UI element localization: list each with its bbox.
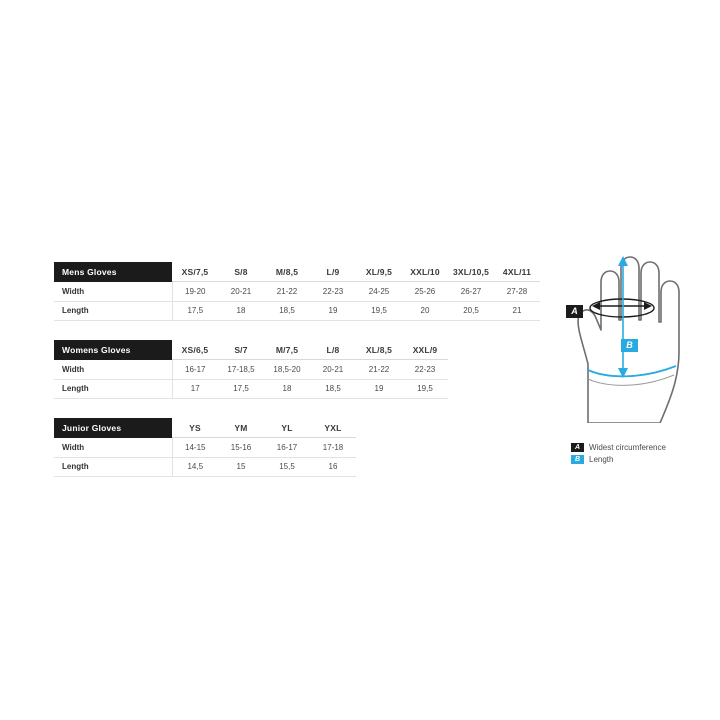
table-cell: 17-18,5 — [218, 360, 264, 380]
table-cell: 15-16 — [218, 438, 264, 458]
size-header-cell: XS/7,5 — [172, 262, 218, 282]
badge-a: A — [566, 305, 583, 318]
table-cell: 17,5 — [218, 379, 264, 399]
legend — [571, 443, 720, 467]
size-header-cell: YXL — [310, 418, 356, 438]
table-cell: 17 — [172, 379, 218, 399]
table-cell: 20,5 — [448, 301, 494, 321]
table-cell: 18,5 — [264, 301, 310, 321]
legend-key-a: A — [571, 443, 584, 452]
size-header-cell: YL — [264, 418, 310, 438]
row-label: Width — [54, 438, 172, 458]
table-cell: 16-17 — [264, 438, 310, 458]
legend-key-b: B — [571, 455, 584, 464]
table-cell: 18 — [218, 301, 264, 321]
legend-label-b: Length — [589, 455, 614, 464]
row-label: Length — [54, 379, 172, 399]
table-cell: 21 — [494, 301, 540, 321]
table-row — [54, 379, 540, 399]
row-label: Width — [54, 282, 172, 302]
table-cell: 22-23 — [402, 360, 448, 380]
spacer-cell — [448, 379, 540, 399]
size-header-cell: M/8,5 — [264, 262, 310, 282]
badge-b: B — [621, 339, 638, 352]
table-header-row — [54, 340, 540, 360]
size-header-cell: S/8 — [218, 262, 264, 282]
size-header-cell: XXL/10 — [402, 262, 448, 282]
row-label: Length — [54, 457, 172, 477]
table-cell: 22-23 — [310, 282, 356, 302]
size-header-cell: 4XL/11 — [494, 262, 540, 282]
table-cell: 14,5 — [172, 457, 218, 477]
row-label: Length — [54, 301, 172, 321]
size-header-cell: L/8 — [310, 340, 356, 360]
table-cell: 20-21 — [310, 360, 356, 380]
table-cell: 25-26 — [402, 282, 448, 302]
row-label: Width — [54, 360, 172, 380]
table-row — [54, 457, 540, 477]
table-cell: 19,5 — [402, 379, 448, 399]
table-category-label: Junior Gloves — [54, 418, 172, 438]
table-cell: 19 — [310, 301, 356, 321]
size-header-cell: XL/9,5 — [356, 262, 402, 282]
size-header-cell: YS — [172, 418, 218, 438]
table-row — [54, 301, 540, 321]
legend-item — [571, 455, 720, 464]
spacer-cell — [356, 438, 540, 458]
table-cell: 20 — [402, 301, 448, 321]
spacer-cell — [356, 418, 540, 438]
table-cell: 14-15 — [172, 438, 218, 458]
table-cell: 15 — [218, 457, 264, 477]
size-header-cell: M/7,5 — [264, 340, 310, 360]
table-cell: 21-22 — [356, 360, 402, 380]
table-category-label: Mens Gloves — [54, 262, 172, 282]
table-cell: 26-27 — [448, 282, 494, 302]
spacer-cell — [448, 360, 540, 380]
glove-outline-icon — [548, 248, 708, 423]
table-cell: 18,5 — [310, 379, 356, 399]
table-cell: 21-22 — [264, 282, 310, 302]
table-cell: 18,5-20 — [264, 360, 310, 380]
table-cell: 17,5 — [172, 301, 218, 321]
table-row — [54, 438, 540, 458]
spacer-cell — [448, 340, 540, 360]
size-header-cell: XS/6,5 — [172, 340, 218, 360]
table-cell: 19-20 — [172, 282, 218, 302]
table-header-row — [54, 262, 540, 282]
table-cell: 20-21 — [218, 282, 264, 302]
table-cell: 16-17 — [172, 360, 218, 380]
table-cell: 18 — [264, 379, 310, 399]
size-header-cell: XXL/9 — [402, 340, 448, 360]
table-row — [54, 360, 540, 380]
table-mens-gloves — [54, 262, 540, 321]
legend-label-a: Widest circumference — [589, 443, 666, 452]
table-category-label: Womens Gloves — [54, 340, 172, 360]
size-header-cell: L/9 — [310, 262, 356, 282]
table-junior-gloves — [54, 418, 540, 477]
size-tables — [54, 262, 540, 496]
spacer-cell — [356, 457, 540, 477]
size-header-cell: XL/8,5 — [356, 340, 402, 360]
size-header-cell: YM — [218, 418, 264, 438]
size-header-cell: 3XL/10,5 — [448, 262, 494, 282]
table-header-row — [54, 418, 540, 438]
glove-diagram — [548, 248, 708, 423]
table-cell: 17-18 — [310, 438, 356, 458]
table-womens-gloves — [54, 340, 540, 399]
table-row — [54, 282, 540, 302]
table-cell: 19,5 — [356, 301, 402, 321]
table-cell: 16 — [310, 457, 356, 477]
legend-item — [571, 443, 720, 452]
table-cell: 27-28 — [494, 282, 540, 302]
table-cell: 24-25 — [356, 282, 402, 302]
table-cell: 19 — [356, 379, 402, 399]
size-header-cell: S/7 — [218, 340, 264, 360]
table-cell: 15,5 — [264, 457, 310, 477]
